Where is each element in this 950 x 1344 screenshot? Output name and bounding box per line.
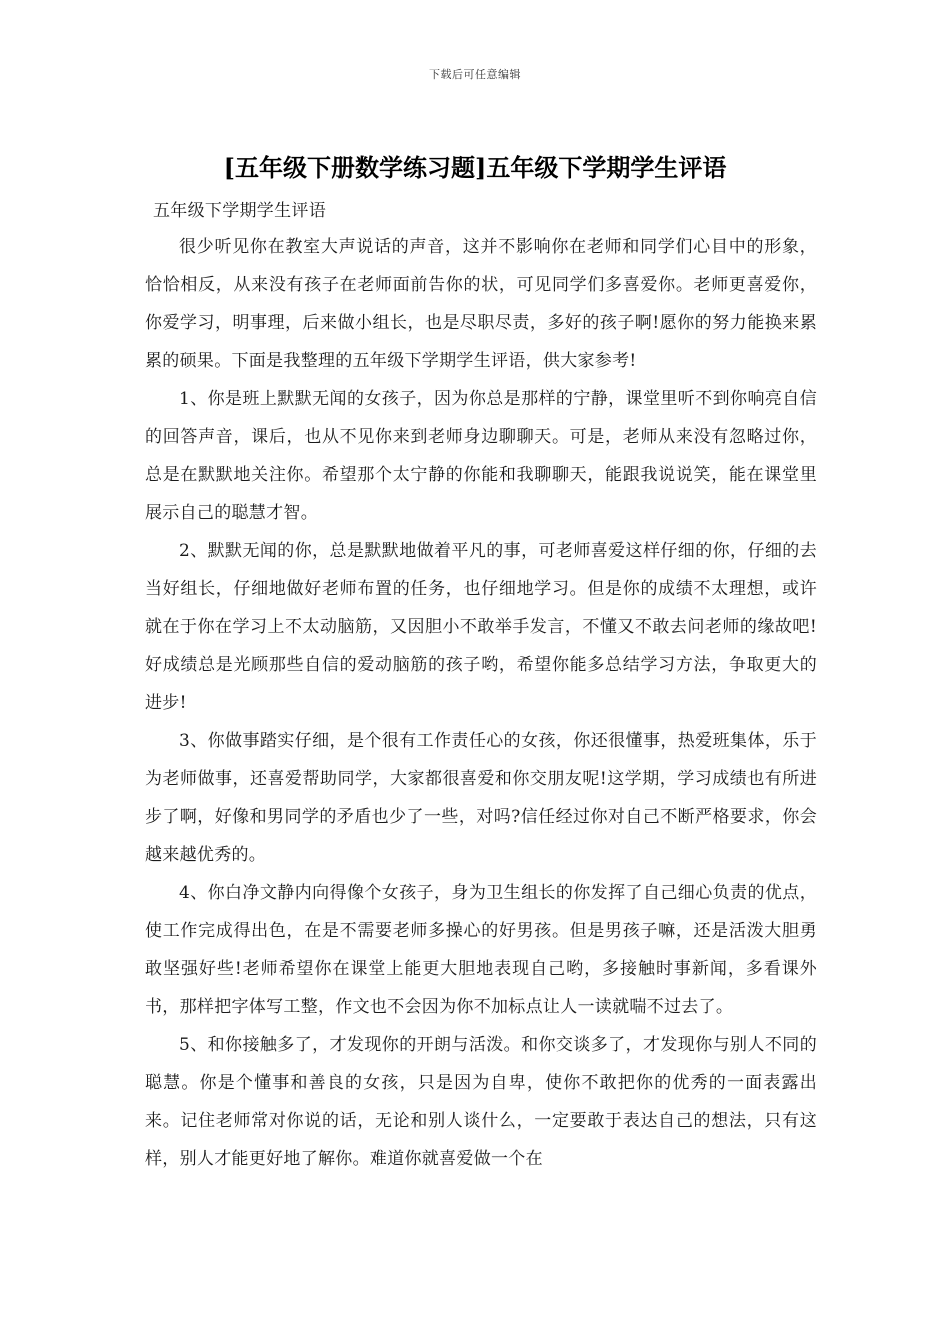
- paragraph-comment-4: 4、你白净文静内向得像个女孩子，身为卫生组长的你发挥了自己细心负责的优点，使工作完成得出色，在是不需要老师多操心的好男孩。但是男孩子嘛，还是活泼大胆勇敢坚强好些!老师希望你在课堂上能更大胆地表现自己哟，多接触时事新闻，多看课外书，那样把字体写工整，作文也不会因为你不加标点让人一读就喘不过去了。: [145, 883, 817, 1017]
- paragraph-comment-2: 2、默默无闻的你，总是默默地做着平凡的事，可老师喜爱这样仔细的你，仔细的去当好组长，仔细地做好老师布置的任务，也仔细地学习。但是你的成绩不太理想，或许就在于你在学习上不太动脑筋，又因胆小不敢举手发言，不懂又不敢去问老师的缘故吧!好成绩总是光顾那些自信的爱动脑筋的孩子哟，希望你能多总结学习方法，争取更大的进步!: [145, 541, 817, 713]
- paragraph-intro: 很少听见你在教室大声说话的声音，这并不影响你在老师和同学们心目中的形象，恰恰相反，从来没有孩子在老师面前告你的状，可见同学们多喜爱你。老师更喜爱你，你爱学习，明事理，后来做小组长，也是尽职尽责，多好的孩子啊!愿你的努力能换来累累的硕果。下面是我整理的五年级下学期学生评语，供大家参考!: [145, 237, 817, 371]
- paragraph-comment-1: 1、你是班上默默无闻的女孩子，因为你总是那样的宁静，课堂里听不到你响亮自信的回答声音，课后，也从不见你来到老师身边聊聊天。可是，老师从来没有忽略过你，总是在默默地关注你。希望那个太宁静的你能和我聊聊天，能跟我说说笑，能在课堂里展示自己的聪慧才智。: [145, 389, 817, 523]
- document-title: [五年级下册数学练习题]五年级下学期学生评语: [223, 153, 727, 182]
- paragraph-comment-5: 5、和你接触多了，才发现你的开朗与活泼。和你交谈多了，才发现你与别人不同的聪慧。你是个懂事和善良的女孩，只是因为自卑，使你不敢把你的优秀的一面表露出来。记住老师常对你说的话，无论和别人谈什么，一定要敢于表达自己的想法，只有这样，别人才能更好地了解你。难道你就喜爱做一个在: [145, 1035, 817, 1169]
- document-body: [145, 196, 817, 1178]
- paragraph-comment-3: 3、你做事踏实仔细，是个很有工作责任心的女孩，你还很懂事，热爱班集体，乐于为老师做事，还喜爱帮助同学，大家都很喜爱和你交朋友呢!这学期，学习成绩也有所进步了啊，好像和男同学的矛盾也少了一些，对吗?信任经过你对自己不断严格要求，你会越来越优秀的。: [145, 731, 817, 865]
- document-subtitle: 五年级下学期学生评语: [153, 201, 326, 221]
- header-note: 下载后可任意编辑: [429, 68, 521, 81]
